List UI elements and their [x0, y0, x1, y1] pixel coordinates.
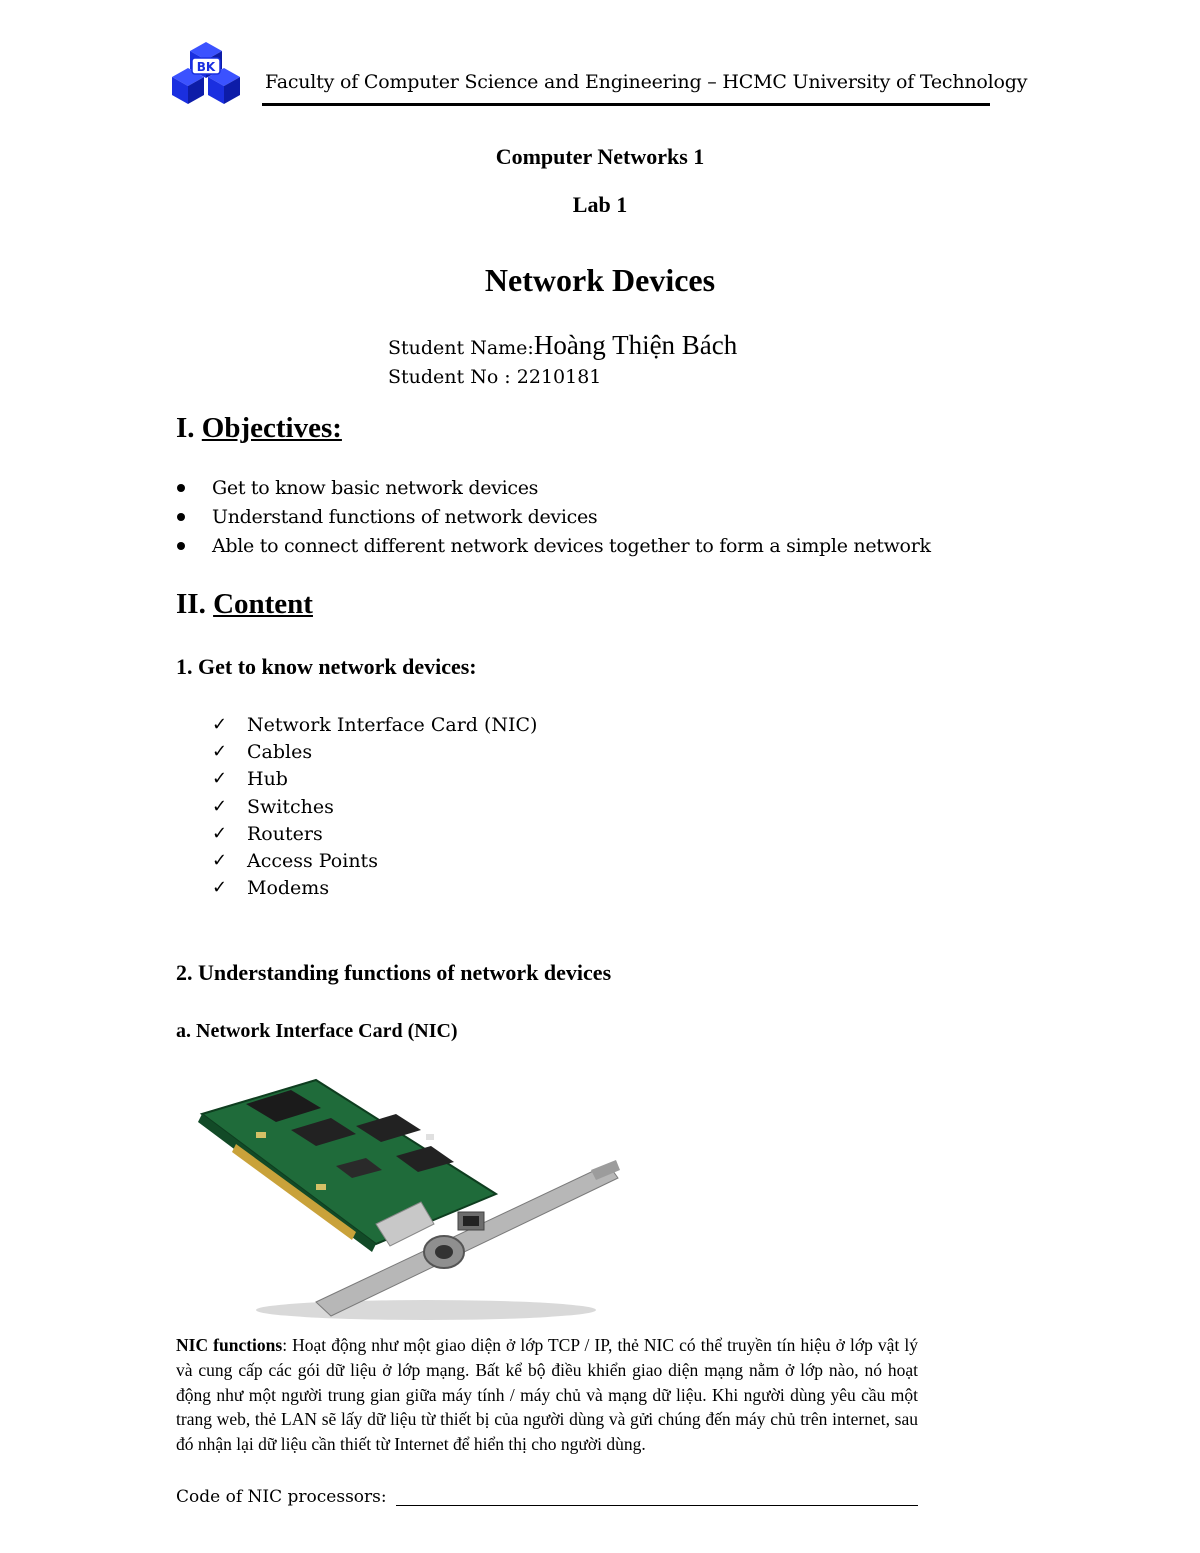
student-no-line	[388, 366, 601, 388]
course-title: Computer Networks 1	[495, 144, 705, 169]
list-item-text: Able to connect different network devices together to form a simple network	[212, 535, 931, 557]
list-item	[176, 534, 931, 563]
student-name-line	[388, 330, 737, 361]
checkmark-icon: ✓	[212, 849, 228, 871]
list-item	[176, 476, 931, 505]
devices-checklist	[212, 713, 537, 903]
content-heading	[176, 588, 313, 621]
objectives-number: I.	[176, 412, 202, 444]
nic-functions-paragraph	[176, 1333, 918, 1457]
checkmark-icon: ✓	[212, 877, 228, 899]
list-item-text: Switches	[247, 795, 334, 818]
objectives-heading	[176, 412, 342, 445]
list-item	[212, 740, 537, 767]
nic-functions-label: NIC functions	[176, 1335, 283, 1355]
list-item-text: Modems	[247, 877, 330, 900]
svg-text:BK: BK	[196, 60, 216, 74]
university-logo	[172, 42, 240, 104]
section1-heading: 1. Get to know network devices:	[176, 654, 477, 679]
list-item	[176, 505, 931, 534]
bullet-icon	[177, 484, 185, 492]
list-item-text: Routers	[247, 822, 323, 845]
list-item	[212, 767, 537, 794]
list-item	[212, 795, 537, 822]
nic-card-image	[196, 1074, 626, 1324]
objectives-heading-text: Objectives:	[201, 412, 342, 444]
nic-functions-text: : Hoạt động như một giao diện ở lớp TCP / IP, thẻ NIC có thể truyền tín hiệu ở lớp vật lý và cung cấp các gói dữ liệu ở lớp mạng. Bất kể bộ điều khiển giao diện mạng nằm ở lớp nào, nó hoạt động như một người trung gian giữa máy tính / máy chủ và mạng dữ liệu. Khi người dùng yêu cầu một trang web, thẻ LAN sẽ lấy dữ liệu từ thiết bị của người dùng và gửi chúng đến máy chủ trên internet, sau đó nhận lại dữ liệu cần thiết từ Internet để hiển thị cho người dùng.	[176, 1335, 918, 1455]
checkmark-icon: ✓	[212, 741, 228, 763]
list-item-text: Network Interface Card (NIC)	[247, 714, 538, 736]
student-name-label: Student Name:	[388, 337, 534, 359]
header-divider	[262, 103, 990, 106]
checkmark-icon: ✓	[212, 768, 228, 790]
faculty-header: Faculty of Computer Science and Engineering – HCMC University of Technology	[265, 71, 1028, 93]
checkmark-icon: ✓	[212, 822, 228, 844]
student-name-value: Hoàng Thiện Bách	[533, 330, 738, 360]
list-item	[212, 849, 537, 876]
subsection-nic-heading: a. Network Interface Card (NIC)	[176, 1020, 458, 1042]
objectives-list	[176, 476, 931, 563]
checkmark-icon: ✓	[212, 714, 228, 735]
list-item	[212, 713, 537, 740]
student-no-label: Student No :	[388, 366, 517, 388]
lab-number: Lab 1	[572, 192, 628, 217]
content-heading-text: Content	[213, 588, 313, 620]
checkmark-icon: ✓	[212, 795, 228, 817]
list-item-text: Get to know basic network devices	[212, 477, 539, 499]
page-title: Network Devices	[484, 262, 716, 298]
list-item-text: Cables	[247, 741, 313, 764]
bullet-icon	[177, 513, 185, 521]
list-item-text: Hub	[247, 768, 288, 791]
bullet-icon	[177, 542, 185, 550]
nic-code-answer-line	[396, 1505, 918, 1506]
list-item	[212, 822, 537, 849]
list-item-text: Access Points	[247, 849, 378, 872]
list-item-text: Understand functions of network devices	[212, 506, 598, 528]
section2-heading: 2. Understanding functions of network devices	[176, 960, 612, 985]
student-no-value: 2210181	[516, 366, 602, 388]
nic-code-label: Code of NIC processors:	[176, 1487, 387, 1507]
content-number: II.	[176, 588, 214, 620]
list-item	[212, 876, 537, 903]
